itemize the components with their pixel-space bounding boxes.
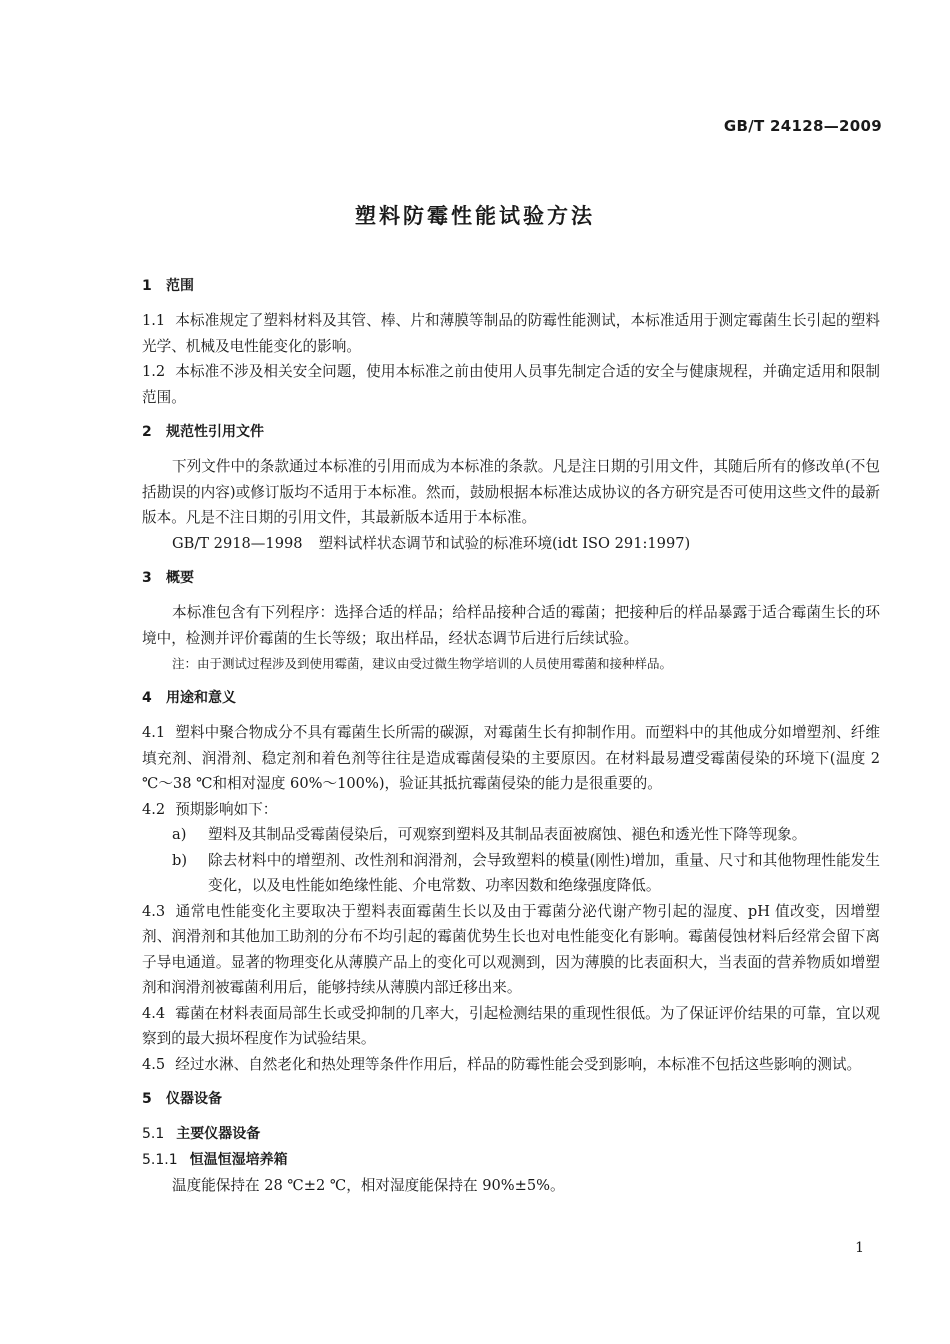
clause-1-2 <box>142 359 880 410</box>
section-heading-4 <box>142 682 880 714</box>
section-number: 4 <box>142 690 152 706</box>
section-title: 仪器设备 <box>166 1091 222 1107</box>
section-heading-3 <box>142 562 880 594</box>
list-marker: a) <box>172 826 187 843</box>
clause-4-4 <box>142 1001 880 1052</box>
clause-1-1 <box>142 308 880 359</box>
clause-number: 4.2 <box>142 800 166 818</box>
reference-title: 塑料试样状态调节和试验的标准环境(idt ISO 291:1997) <box>318 534 691 552</box>
section-number: 3 <box>142 570 152 586</box>
section-number: 5 <box>142 1091 152 1107</box>
section-2-paragraph: 下列文件中的条款通过本标准的引用而成为本标准的条款。凡是注日期的引用文件，其随后所有的修改单(不包括勘误的内容)或修订版均不适用于本标准。然而，鼓励根据本标准达成协议的各方研究是否可使用这些文件的最新版本。凡是不注日期的引用文件，其最新版本适用于本标准。 <box>142 458 880 526</box>
subsection-title: 恒温恒湿培养箱 <box>189 1152 288 1168</box>
clause-text: 本标准规定了塑料材料及其管、棒、片和薄膜等制品的防霉性能测试，本标准适用于测定霉菌生长引起的塑料光学、机械及电性能变化的影响。 <box>142 312 880 355</box>
clause-4-3 <box>142 899 880 1001</box>
clause-4-2 <box>142 797 880 823</box>
list-text: 塑料及其制品受霉菌侵染后，可观察到塑料及其制品表面被腐蚀、褪色和透光性下降等现象。 <box>208 826 807 843</box>
page-number: 1 <box>855 1240 864 1256</box>
subsection-heading-5-1 <box>142 1121 880 1147</box>
clause-number: 4.1 <box>142 724 166 741</box>
clause-text: 霉菌在材料表面局部生长或受抑制的几率大，引起检测结果的重现性很低。为了保证评价结果的可靠，宜以观察到的最大损坏程度作为试验结果。 <box>142 1004 880 1047</box>
subsection-number: 5.1.1 <box>142 1152 178 1168</box>
clause-text: 本标准不涉及相关安全问题，使用本标准之前由使用人员事先制定合适的安全与健康规程，并确定适用和限制范围。 <box>142 363 880 406</box>
clause-number: 4.5 <box>142 1055 166 1073</box>
clause-number: 4.4 <box>142 1004 166 1022</box>
list-text: 除去材料中的增塑剂、改性剂和润滑剂，会导致塑料的模量(刚性)增加，重量、尺寸和其他物理性能发生变化，以及电性能如绝缘性能、介电常数、功率因数和绝缘强度降低。 <box>208 851 880 894</box>
section-title: 概要 <box>166 570 194 586</box>
clause-text: 经过水淋、自然老化和热处理等条件作用后，样品的防霉性能会受到影响，本标准不包括这些影响的测试。 <box>175 1055 862 1073</box>
normative-reference <box>142 531 880 557</box>
section-heading-1 <box>142 270 880 302</box>
subsection-title: 主要仪器设备 <box>176 1126 261 1142</box>
section-heading-2 <box>142 416 880 448</box>
reference-code: GB/T 2918—1998 <box>172 534 303 552</box>
list-item <box>142 822 880 848</box>
clause-text: 通常电性能变化主要取决于塑料表面霉菌生长以及由于霉菌分泌代谢产物引起的湿度、pH 值改变，因增塑剂、润滑剂和其他加工助剂的分布不均引起的霉菌优势生长也对电性能变化有影响。霉菌侵蚀材料后经常会留下离子导电通道。显著的物理变化从薄膜产品上的变化可以观测到，因为薄膜的比表面积大，当表面的营养物质如增塑剂和润滑剂被霉菌利用后，能够持续从薄膜内部迁移出来。 <box>142 902 880 996</box>
list-marker: b) <box>172 851 188 869</box>
subsection-heading-5-1-1 <box>142 1147 880 1173</box>
clause-text: 预期影响如下： <box>175 800 278 818</box>
clause-number: 4.3 <box>142 902 166 920</box>
document-title: 塑料防霉性能试验方法 <box>355 204 595 228</box>
clause-4-5 <box>142 1052 880 1078</box>
section-number: 2 <box>142 424 152 440</box>
clause-4-1 <box>142 720 880 797</box>
section-title: 范围 <box>166 278 194 294</box>
subsection-number: 5.1 <box>142 1126 165 1142</box>
clause-text: 塑料中聚合物成分不具有霉菌生长所需的碳源，对霉菌生长有抑制作用。而塑料中的其他成分如增塑剂、纤维填充剂、润滑剂、稳定剂和着色剂等往往是造成霉菌侵染的主要原因。在材料最易遭受霉菌侵染的环境下(温度 2 ℃～38 ℃和相对湿度 60%～100%)，验证其抵抗霉菌侵染的能力是很重要的。 <box>142 724 880 792</box>
list-item <box>142 848 880 899</box>
section-number: 1 <box>142 278 152 294</box>
section-3-paragraph: 本标准包含有下列程序：选择合适的样品；给样品接种合适的霉菌；把接种后的样品暴露于适合霉菌生长的环境中，检测并评价霉菌的生长等级；取出样品，经状态调节后进行后续试验。 <box>142 604 880 647</box>
document-body <box>142 270 880 1199</box>
section-title: 用途和意义 <box>166 690 236 706</box>
clause-number: 1.2 <box>142 363 166 380</box>
clause-5-1-1-text: 温度能保持在 28 ℃±2 ℃，相对湿度能保持在 90%±5%。 <box>172 1177 565 1194</box>
section-title: 规范性引用文件 <box>166 424 264 440</box>
standard-number: GB/T 24128—2009 <box>723 117 882 135</box>
note: 注：由于测试过程涉及到使用霉菌，建议由受过微生物学培训的人员使用霉菌和接种样品。 <box>172 656 673 671</box>
section-heading-5 <box>142 1083 880 1115</box>
clause-number: 1.1 <box>142 312 166 329</box>
